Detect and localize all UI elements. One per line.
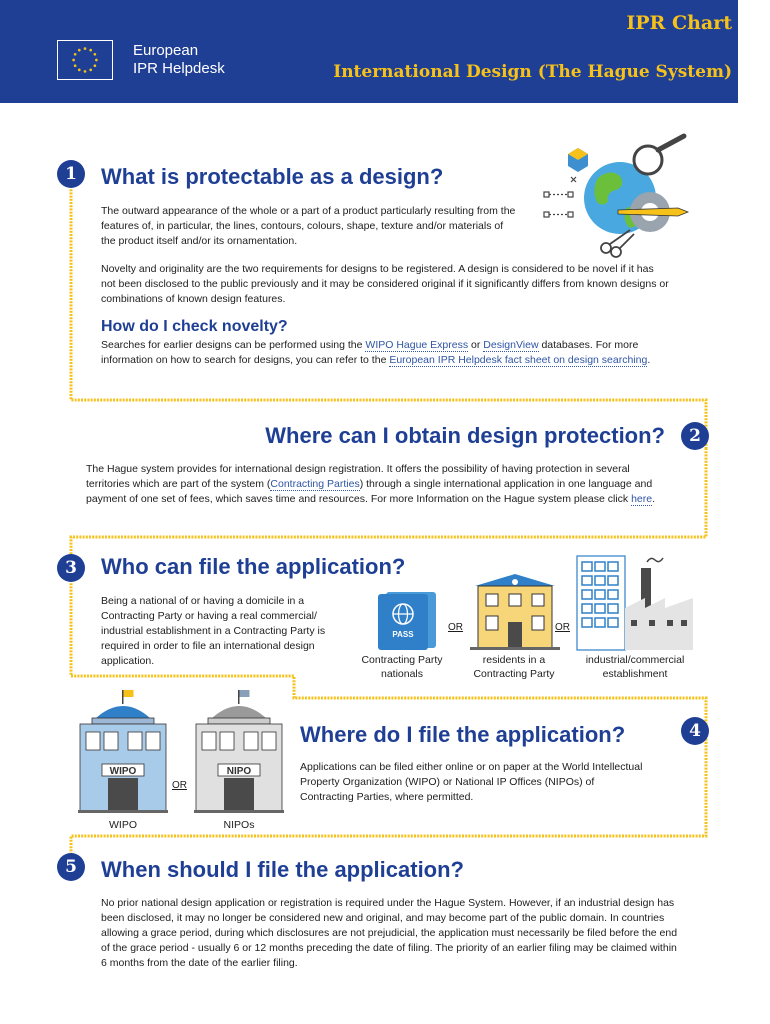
novelty-subtitle: How do I check novelty? xyxy=(101,318,288,335)
nipo-sign: NIPO xyxy=(226,766,252,777)
novelty-text-a: Searches for earlier designs can be performed using the xyxy=(101,339,366,351)
novelty-text-d: . xyxy=(647,354,651,366)
nipo-building-illustration xyxy=(194,688,284,814)
section-4-badge: 4 xyxy=(681,717,709,745)
section-2-badge: 2 xyxy=(681,422,709,450)
wipo-hague-express-link[interactable]: WIPO Hague Express xyxy=(365,339,469,351)
section-3-badge: 3 xyxy=(57,554,85,582)
or-label-2: OR xyxy=(555,622,570,633)
design-globe-illustration xyxy=(538,130,698,265)
brand-line1: European xyxy=(133,42,199,59)
section-5-text: No prior national design application or registration is required under the Hague System. However, if an industrial design has been disclosed, it may no longer be considered new and original, and may become part of the public domain. In countries allowing a grace period, during which disclosures are not prejudicial, the application must necessarily be filed before the end of the grace period - usually 6 or 12 months preceding the date of filing. The priority of an earlier filing may be claimed within 6 months from the date of the earlier filing. xyxy=(101,897,678,969)
brand-name xyxy=(133,42,225,78)
section-1-requirements: Novelty and originality are the two requirements for designs to be registered. A design is considered to be novel if it has not been disclosed to the public previously and it may be considered original if it significantly differs from known designs or combinations of known design features. xyxy=(101,263,669,305)
designview-link[interactable]: DesignView xyxy=(483,339,539,351)
caption-contracting-party-nationals: Contracting Party nationals xyxy=(361,654,443,680)
contracting-parties-link[interactable]: Contracting Parties xyxy=(270,478,360,490)
section-1-badge: 1 xyxy=(57,160,85,188)
or-label-1: OR xyxy=(448,622,463,633)
section-2-text xyxy=(86,462,670,507)
passport-label: PASS xyxy=(392,630,414,639)
globe-icon xyxy=(391,602,415,626)
novelty-text-c: databases. For more information on how to search for designs, you can refer to the xyxy=(101,339,639,366)
eu-flag-icon xyxy=(57,40,113,80)
brand-line2: IPR Helpdesk xyxy=(133,60,225,77)
wipo-building-illustration xyxy=(78,688,168,814)
wipo-sign: WIPO xyxy=(109,766,137,777)
section-2-text-b: ) through a single international application in one language and payment of one set of fees, which saves time and resources. For more Information on the Hague system please click xyxy=(86,478,653,505)
or-label-3: OR xyxy=(172,780,187,791)
passport-illustration xyxy=(378,592,438,650)
section-5-badge: 5 xyxy=(57,853,85,881)
caption-residents: residents in a Contracting Party xyxy=(473,654,555,680)
caption-nipos: NIPOs xyxy=(223,819,255,831)
header-banner xyxy=(0,0,738,103)
caption-wipo: WIPO xyxy=(109,819,137,831)
residential-building-illustration xyxy=(470,572,560,652)
caption-establishment: industrial/commercial establishment xyxy=(585,654,685,680)
section-5-title: When should I file the application? xyxy=(101,857,464,882)
chart-subtitle: International Design (The Hague System) xyxy=(333,62,732,82)
hague-here-link[interactable]: here xyxy=(631,493,653,505)
section-4-title: Where do I file the application? xyxy=(300,722,626,747)
novelty-text-b: or xyxy=(468,339,484,351)
section-1-definition: The outward appearance of the whole or a part of a product particularly resulting from the features of, in particular, the lines, contours, colours, shape, texture and/or materials of the product itself and/or its ornamentation. xyxy=(101,205,516,247)
section-3-title: Who can file the application? xyxy=(101,554,406,579)
novelty-text xyxy=(101,338,669,368)
section-1-title: What is protectable as a design? xyxy=(101,164,444,189)
fact-sheet-link[interactable]: European IPR Helpdesk fact sheet on design searching xyxy=(389,354,648,366)
section-3-text: Being a national of or having a domicile in a Contracting Party or having a real commercial/ industrial establishment in a Contracting Party is required in order to file an international design application. xyxy=(101,595,326,667)
section-2-text-a: The Hague system provides for international design registration. It offers the possibility of having protection in several territories which are part of the system ( xyxy=(86,463,630,490)
section-2-title: Where can I obtain design protection? xyxy=(265,423,665,448)
chart-title: IPR Chart xyxy=(626,12,732,34)
section-2-text-c: . xyxy=(652,493,656,505)
factory-illustration xyxy=(575,548,695,652)
section-4-text: Applications can be filed either online or on paper at the World Intellectual Property Organization (WIPO) or National IP Offices (NIPOs) of Contracting Parties, where permitted. xyxy=(300,761,643,803)
